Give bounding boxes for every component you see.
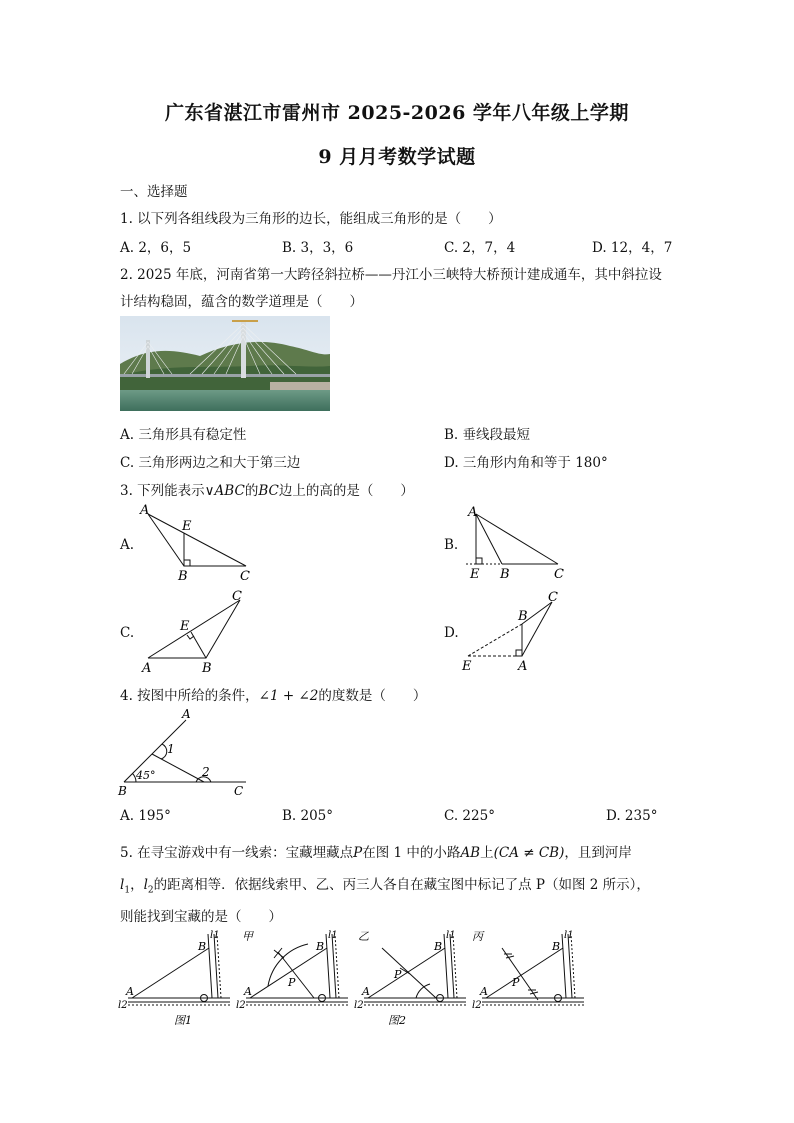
q1-option-d: D. 12，4，7 (592, 240, 673, 256)
q5-fig-yi (364, 934, 466, 1005)
q3-option-b-label: B. (444, 537, 459, 553)
q3-option-c-label: C. (120, 625, 135, 641)
svg-text:B: B (316, 940, 325, 953)
q3c-point-e: E (180, 619, 190, 634)
q2-option-b: B. 垂线段最短 (444, 427, 531, 443)
q4-point-c: C (234, 784, 244, 798)
q5-label-jia: 甲 (242, 930, 253, 943)
q3-option-a-label: A. (120, 537, 135, 553)
q3b-point-c: C (554, 567, 564, 582)
svg-text:A: A (480, 985, 488, 998)
q3a-point-c: C (240, 569, 250, 584)
bridge-photo (120, 316, 330, 411)
q4-option-d: D. 235° (606, 808, 658, 824)
svg-text:B: B (434, 940, 443, 953)
q3-option-d-label: D. (444, 625, 459, 641)
q4-figure (116, 706, 256, 798)
svg-text:P: P (394, 968, 402, 981)
svg-text:A: A (362, 985, 370, 998)
q4-angle-1-label: 1 (167, 742, 175, 756)
q5-line1: 5. 在寻宝游戏中有一线索：宝藏埋藏点P在图 1 中的小路AB上(CA ≠ CB)，且到河岸 (120, 845, 632, 861)
q3a-point-b: B (178, 569, 188, 584)
svg-text:B: B (552, 940, 561, 953)
q3c-point-a: A (142, 661, 152, 676)
svg-text:l2: l2 (472, 1000, 482, 1011)
svg-text:P: P (512, 976, 520, 989)
svg-text:l2: l2 (118, 1000, 128, 1011)
q3-triangle-symbol: ∨ABC (204, 483, 245, 499)
exam-title-line1: 广东省湛江市雷州市 2025-2026 学年八年级上学期 (165, 102, 629, 124)
q2-option-d: D. 三角形内角和等于 180° (444, 455, 608, 471)
q3b-point-b: B (500, 567, 510, 582)
svg-text:A: A (126, 985, 134, 998)
q5-line2: $l_1$，$l_2$的距离相等．依据线索甲、乙、丙三人各自在藏宝图中标记了点 P（如图 2 所示）， (120, 877, 650, 896)
q2-stem-line1: 2. 2025 年底，河南省第一大跨径斜拉桥——丹江小三峡特大桥预计建成通车，其中斜拉设 (120, 267, 662, 283)
q5-line3: 则能找到宝藏的是（ ） (120, 909, 282, 925)
q3-figure-c (136, 588, 256, 676)
q5-fig1 (128, 934, 230, 1005)
section-heading: 一、选择题 (120, 184, 188, 200)
exam-title-line2: 9 月月考数学试题 (318, 146, 476, 168)
svg-text:l2: l2 (354, 1000, 364, 1011)
q1-option-c: C. 2，7，4 (444, 240, 516, 256)
q3b-point-e: E (470, 567, 480, 582)
svg-text:l1: l1 (564, 930, 574, 941)
q2-stem-line2: 计结构稳固，蕴含的数学道理是（ ） (120, 294, 363, 310)
q4-option-b: B. 205° (282, 808, 334, 824)
q5-condition: (CA ≠ CB) (493, 845, 565, 861)
q4-angle-2-label: 2 (202, 765, 210, 779)
q5-fig-bing (482, 934, 584, 1005)
q1-option-b: B. 3，3，6 (282, 240, 354, 256)
q4-point-a: A (182, 707, 191, 721)
svg-text:l1: l1 (446, 930, 456, 941)
q5-fig1-caption: 图1 (174, 1014, 192, 1027)
svg-text:l2: l2 (236, 1000, 246, 1011)
svg-text:l1: l1 (210, 930, 220, 941)
q3c-point-c: C (232, 589, 242, 604)
q4-angle-45-label: 45° (136, 769, 156, 782)
q3a-point-e: E (182, 519, 192, 534)
q3-stem: 3. 下列能表示∨ABC的BC边上的高的是（ ） (120, 483, 414, 499)
q1-option-a: A. 2，6，5 (120, 240, 192, 256)
svg-text:A: A (244, 985, 252, 998)
q3b-point-a: A (468, 505, 478, 520)
svg-text:l1: l1 (328, 930, 338, 941)
q4-stem: 4. 按图中所给的条件，∠1 + ∠2的度数是（ ） (120, 688, 427, 704)
q4-point-b: B (118, 784, 127, 798)
q3d-point-c: C (548, 590, 558, 605)
q3a-point-a: A (140, 503, 150, 518)
q4-angle-expression: ∠1 + ∠2 (258, 688, 319, 704)
q5-label-bing: 丙 (472, 930, 483, 943)
q4-option-c: C. 225° (444, 808, 495, 824)
q3d-point-e: E (462, 659, 472, 674)
q3c-point-b: B (202, 661, 212, 676)
svg-text:B: B (198, 940, 207, 953)
q3d-point-b: B (518, 609, 528, 624)
svg-text:P: P (288, 976, 296, 989)
q4-option-a: A. 195° (120, 808, 171, 824)
q2-option-c: C. 三角形两边之和大于第三边 (120, 455, 301, 471)
q3d-point-a: A (518, 659, 528, 674)
q5-fig2-caption: 图2 (388, 1014, 406, 1027)
q5-fig-jia (246, 934, 348, 1005)
q5-figures (118, 928, 678, 1028)
q2-option-a: A. 三角形具有稳定性 (120, 427, 247, 443)
q3-figure-a (136, 500, 256, 585)
q3-figure-b (460, 500, 580, 585)
q3-figure-d (460, 588, 580, 676)
q5-label-yi: 乙 (358, 930, 369, 943)
q1-stem: 1. 以下列各组线段为三角形的边长，能组成三角形的是（ ） (120, 211, 502, 227)
